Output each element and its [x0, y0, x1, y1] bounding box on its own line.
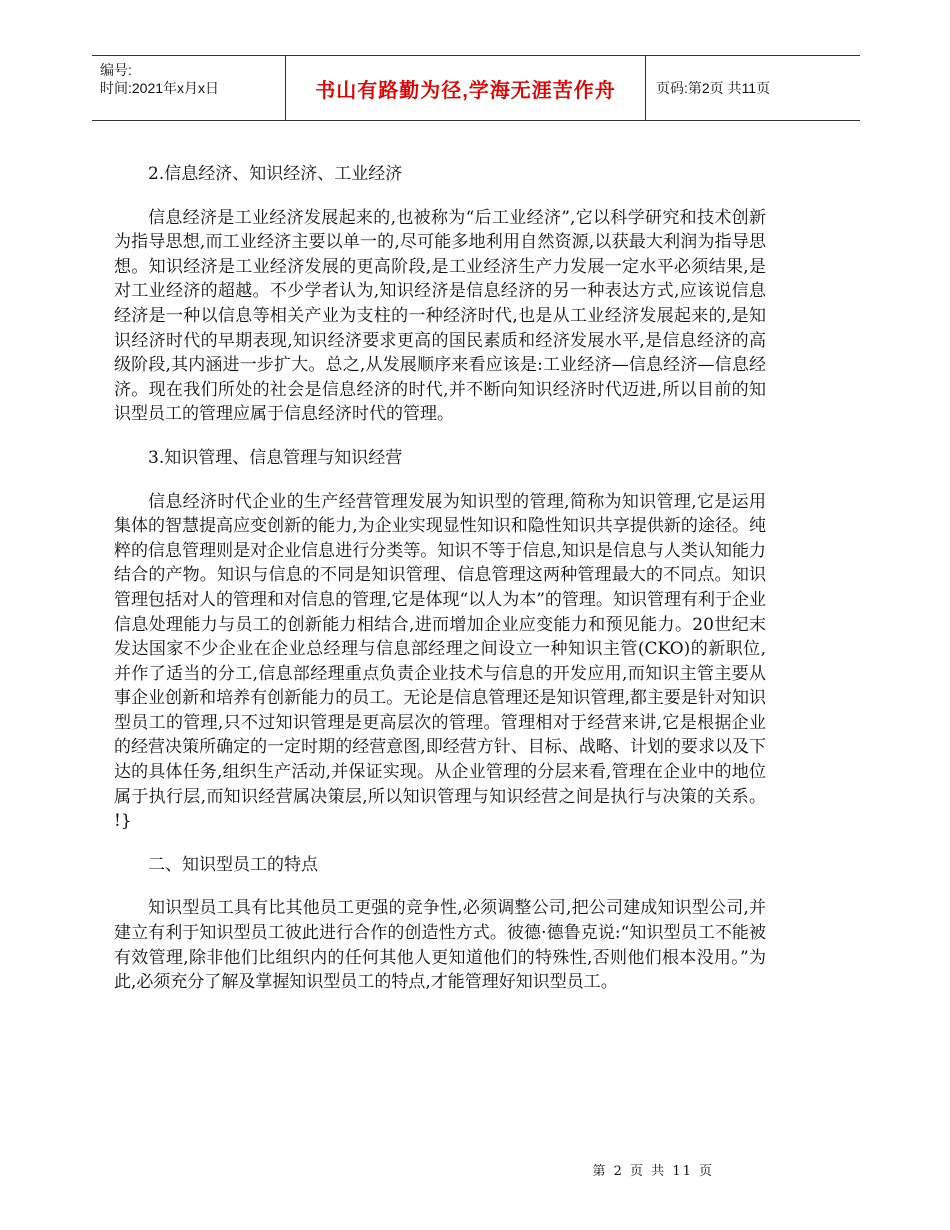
document-body [114, 162, 766, 995]
header-page-info: 页码:第2页 共11页 [656, 80, 771, 96]
page-header [92, 55, 860, 121]
header-motto: 书山有路勤为径,学海无涯苦作舟 [286, 56, 646, 120]
header-meta [92, 56, 286, 120]
section-heading-knowledge-management: 3.知识管理、信息管理与知识经营 [148, 447, 403, 468]
section-paragraph-knowledge-worker-traits: 知识型员工具有比其他员工更强的竞争性,必须调整公司,把公司建成知识型公司,并建立有利于知识型员工彼此进行合作的创造性方式。彼德·德鲁克说:“知识型员工不能被有效管理,除非他们比组织内的任何其他人更知道他们的特殊性,否则他们根本没用。”为此,必须充分了解及掌握知识型员工的特点,才能管理好知识型员工。 [114, 898, 766, 993]
section-paragraph-knowledge-management: 信息经济时代企业的生产经营管理发展为知识型的管理,简称为知识管理,它是运用集体的智慧提高应变创新的能力,为企业实现显性知识和隐性知识共享提供新的途径。纯粹的信息管理则是对企业信息进行分类等。知识不等于信息,知识是信息与人类认知能力结合的产物。知识与信息的不同是知识管理、信息管理这两种管理最大的不同点。知识管理包括对人的管理和对信息的管理,它是体现“以人为本”的管理。知识管理有利于企业信息处理能力与员工的创新能力相结合,进而增加企业应变能力和预见能力。20世纪末发达国家不少企业在企业总经理与信息部经理之间设立一种知识主管(CKO)的新职位,并作了适当的分工,信息部经理重点负责企业技术与信息的开发应用,而知识主管主要从事企业创新和培养有创新能力的员工。无论是信息管理还是知识管理,都主要是针对知识型员工的管理,只不过知识管理是更高层次的管理。管理相对于经营来讲,它是根据企业的经营决策所确定的一定时期的经营意图,即经营方针、目标、战略、计划的要求以及下达的具体任务,组织生产活动,并保证实现。从企业管理的分层来看,管理在企业中的地位属于执行层,而知识经营属决策层,所以知识管理与知识经营之间是执行与决策的关系。 !} [114, 491, 766, 832]
page-footer: 第 2 页 共 11 页 [592, 1164, 714, 1179]
header-number-label: 编号: [100, 62, 132, 78]
header-time-label: 时间:2021年x月x日 [100, 80, 220, 96]
section-paragraph-info-knowledge-industrial: 信息经济是工业经济发展起来的,也被称为“后工业经济”,它以科学研究和技术创新为指导思想,而工业经济主要以单一的,尽可能多地利用自然资源,以获最大利润为指导思想。知识经济是工业经济发展的更高阶段,是工业经济生产力发展一定水平必须结果,是对工业经济的超越。不少学者认为,知识经济是信息经济的另一种表达方式,应该说信息经济是一种以信息等相关产业为支柱的一种经济时代,也是从工业经济发展起来的,是知识经济时代的早期表现,知识经济要求更高的国民素质和经济发展水平,是信息经济的高级阶段,其内涵进一步扩大。总之,从发展顺序来看应该是:工业经济—信息经济—信息经济。现在我们所处的社会是信息经济的时代,并不断向知识经济时代迈进,所以目前的知识型员工的管理应属于信息经济时代的管理。 [114, 207, 766, 425]
section-heading-info-knowledge-industrial: 2.信息经济、知识经济、工业经济 [148, 164, 403, 184]
section-heading-knowledge-worker-traits: 二、知识型员工的特点 [148, 854, 318, 875]
